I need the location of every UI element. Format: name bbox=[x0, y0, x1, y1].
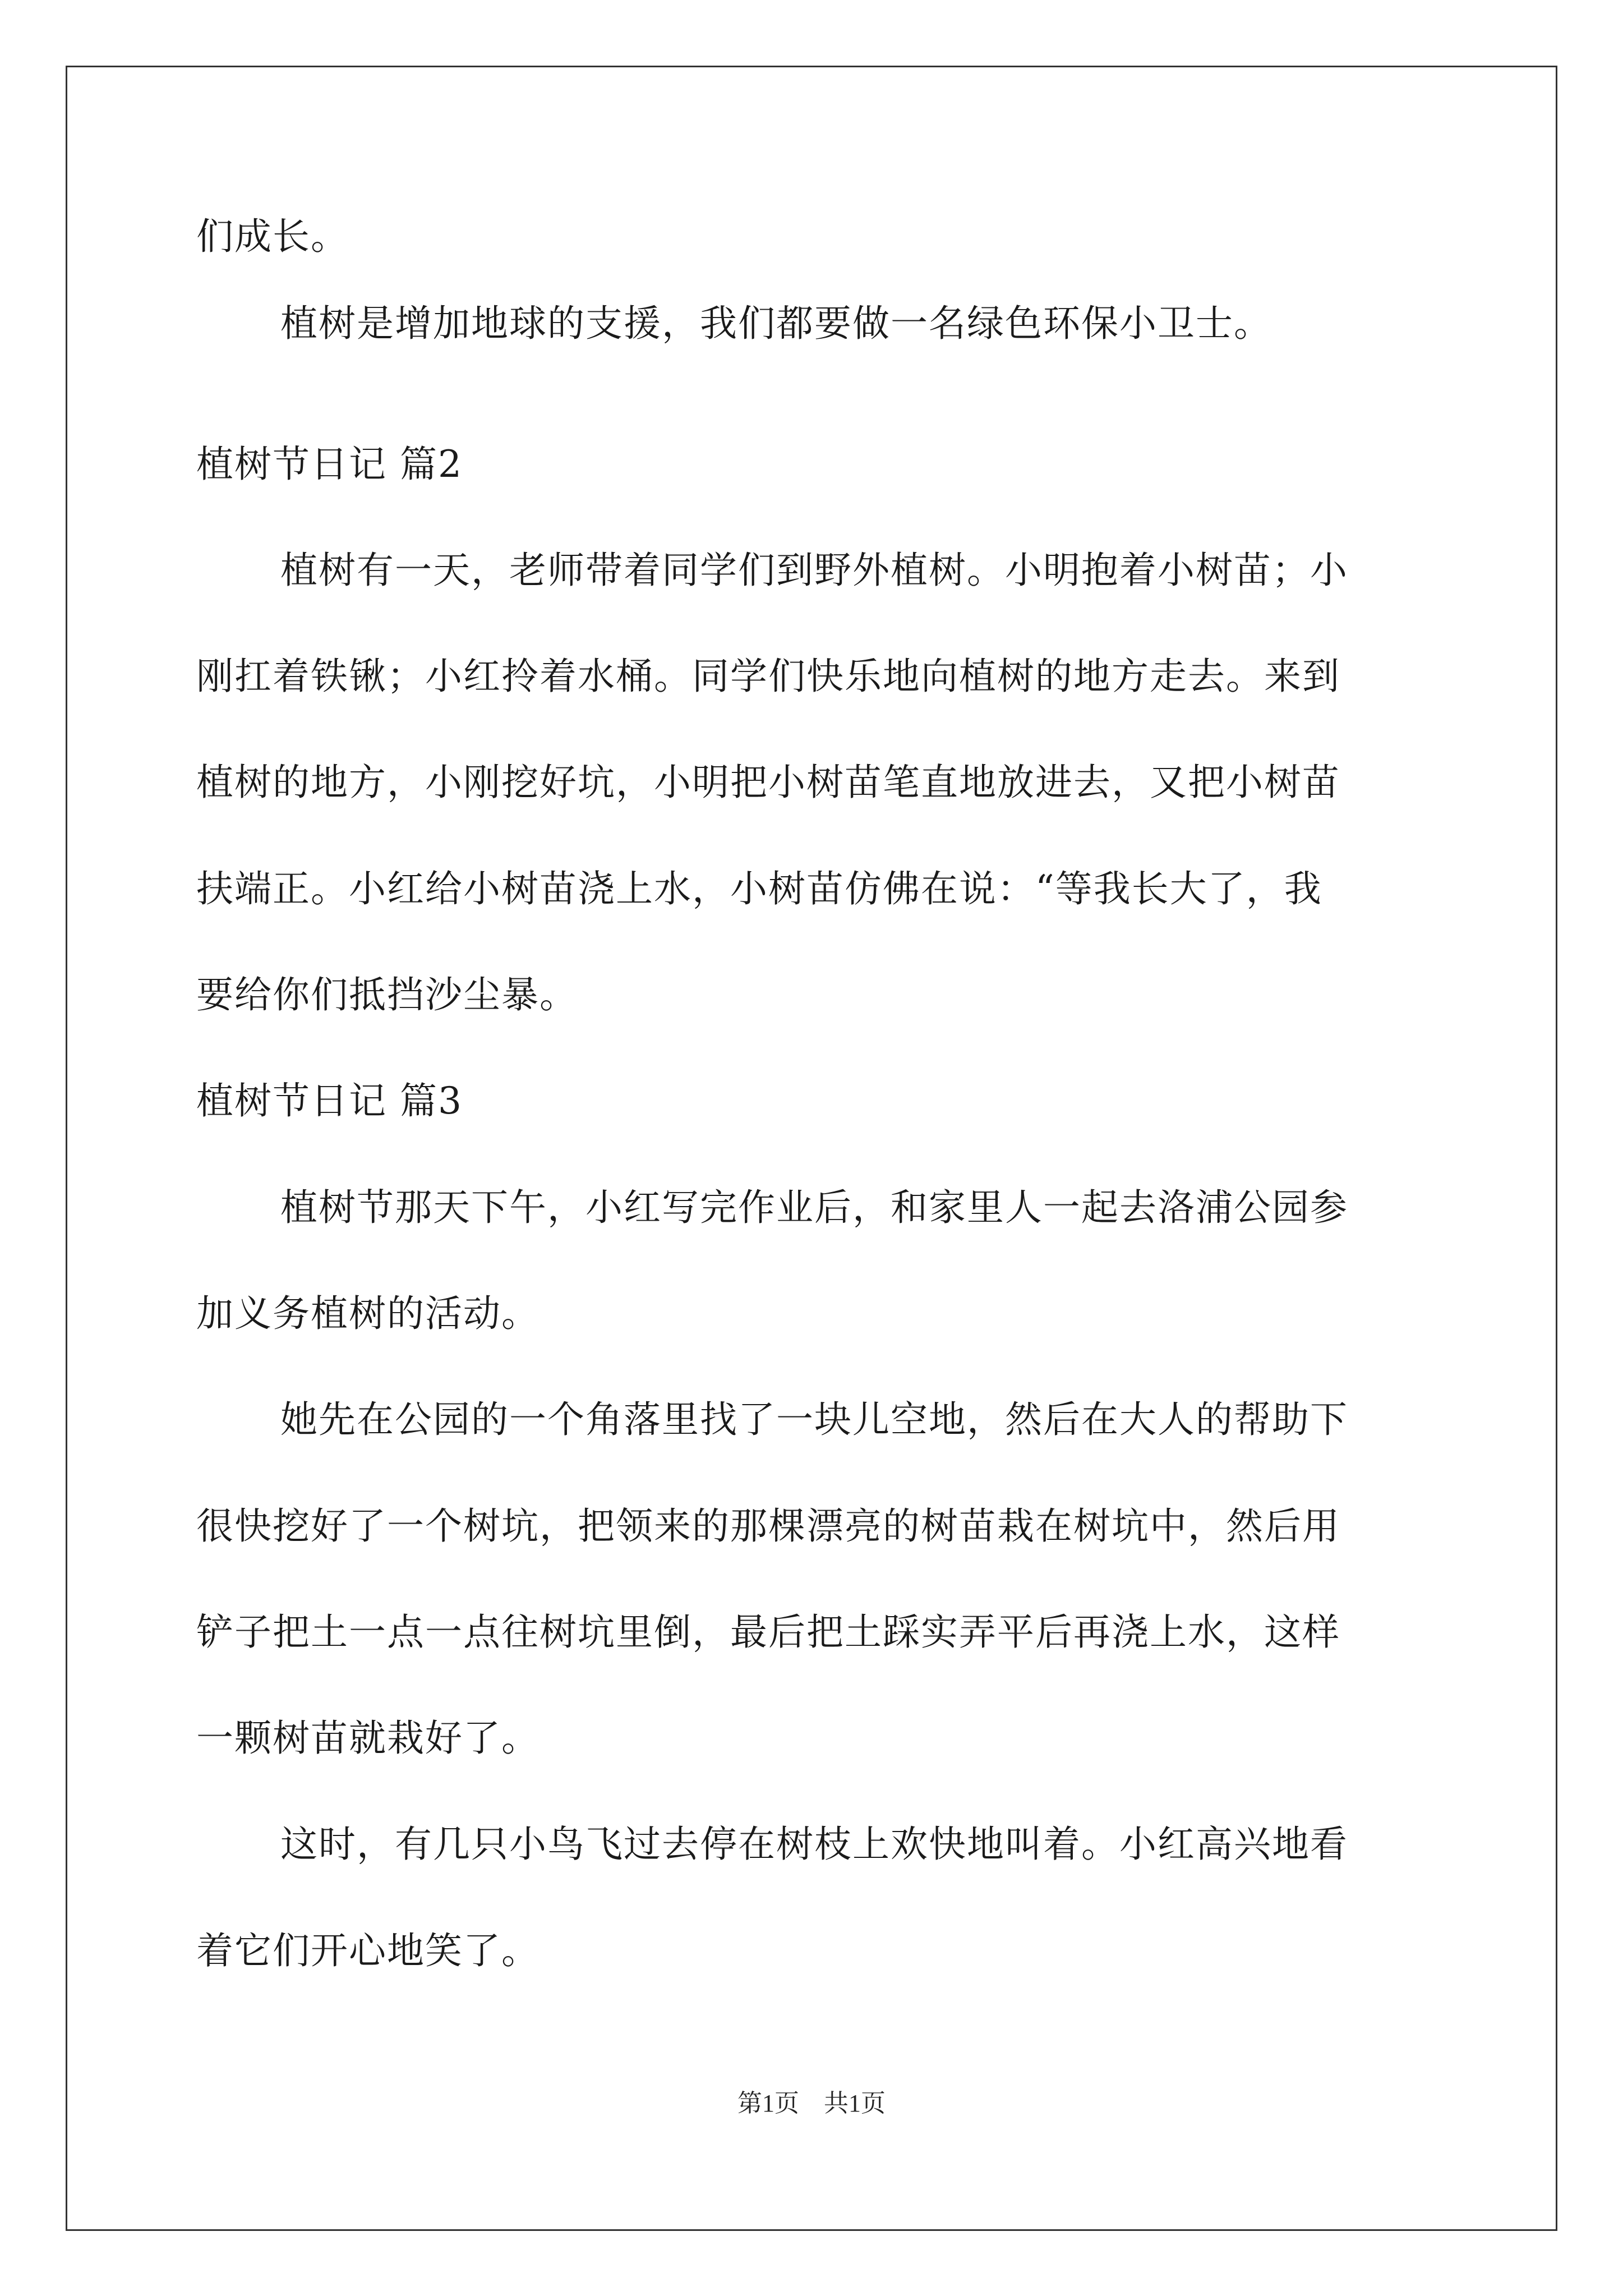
paragraph-line: 植树有一天，老师带着同学们到野外植树。小明抱着小树苗；小 bbox=[280, 549, 1348, 592]
paragraph-line: 扶端正。小红给小树苗浇上水，小树苗仿佛在说：“等我长大了，我 bbox=[196, 867, 1322, 910]
paragraph-line: 植树的地方，小刚挖好坑，小明把小树苗笔直地放进去，又把小树苗 bbox=[196, 761, 1340, 804]
page-number-footer: 第1页 共1页 bbox=[737, 2090, 886, 2117]
paragraph-line: 加义务植树的活动。 bbox=[196, 1292, 540, 1335]
paragraph-line: 很快挖好了一个树坑，把领来的那棵漂亮的树苗栽在树坑中，然后用 bbox=[196, 1504, 1340, 1548]
paragraph-line: 着它们开心地笑了。 bbox=[196, 1929, 540, 1972]
paragraph-line: 这时，有几只小鸟飞过去停在树枝上欢快地叫着。小红高兴地看 bbox=[280, 1823, 1348, 1866]
paragraph-line: 她先在公园的一个角落里找了一块儿空地，然后在大人的帮助下 bbox=[280, 1398, 1348, 1441]
paragraph-line: 要给你们抵挡沙尘暴。 bbox=[196, 973, 578, 1016]
paragraph-line: 铲子把土一点一点往树坑里倒，最后把土踩实弄平后再浇上水，这样 bbox=[196, 1611, 1340, 1654]
paragraph-line: 植树节那天下午，小红写完作业后，和家里人一起去洛浦公园参 bbox=[280, 1186, 1348, 1229]
section-heading: 植树节日记 篇3 bbox=[196, 1079, 463, 1122]
paragraph-line: 一颗树苗就栽好了。 bbox=[196, 1717, 540, 1760]
page-border bbox=[66, 66, 1557, 2231]
paragraph-line: 刚扛着铁锹；小红拎着水桶。同学们快乐地向植树的地方走去。来到 bbox=[196, 655, 1340, 698]
paragraph-line: 们成长。 bbox=[196, 215, 349, 258]
paragraph-line: 植树是增加地球的支援，我们都要做一名绿色环保小卫士。 bbox=[280, 302, 1272, 345]
section-heading: 植树节日记 篇2 bbox=[196, 443, 463, 486]
